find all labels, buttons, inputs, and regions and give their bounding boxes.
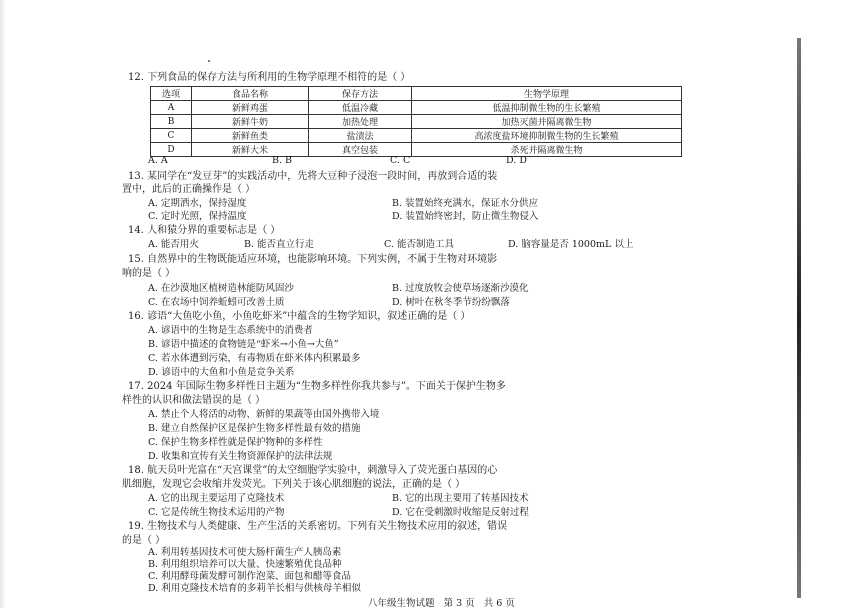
table-cell: 盐渍法 xyxy=(309,129,412,143)
q17-option-a[interactable]: A. 禁止个人将活的动物、新鲜的果蔬等由国外携带入境 xyxy=(148,409,380,420)
q12-option-d[interactable]: D. D xyxy=(506,155,527,166)
table-cell: 新鲜鸡蛋 xyxy=(192,101,309,115)
q15-option-b[interactable]: B. 过度放牧会使草场逐渐沙漠化 xyxy=(392,283,529,294)
q19-option-b[interactable]: B. 利用组织培养可以大量、快速繁殖优良品种 xyxy=(148,559,342,570)
q12-option-a[interactable]: A. A xyxy=(148,155,168,166)
q15-option-c[interactable]: C. 在农场中饲养蚯蚓可改善土质 xyxy=(148,297,285,308)
q19-stem-line2: 的是（ ） xyxy=(122,535,166,546)
table-cell: 高浓度盐环境抑制微生物的生长繁殖 xyxy=(412,129,682,143)
q18-stem-line2: 肌细胞，发现它会收缩并发荧光。下列关于该心肌细胞的说法，正确的是（ ） xyxy=(122,479,466,490)
page-footer xyxy=(368,595,515,609)
q16-option-d[interactable]: D. 谚语中的大鱼和小鱼是竞争关系 xyxy=(148,367,295,378)
q12-table xyxy=(150,86,682,157)
table-header-cell: 生物学原理 xyxy=(412,87,682,101)
q15-option-a[interactable]: A. 在沙漠地区植树造林能防风固沙 xyxy=(148,283,294,294)
q13-stem-line1: 13. 某同学在“发豆芽”的实践活动中，先将大豆种子浸泡一段时间，再放到合适的装 xyxy=(128,171,498,182)
table-cell: 低温冷藏 xyxy=(309,101,412,115)
table-cell: 加热处理 xyxy=(309,115,412,129)
q16-stem: 16. 谚语“大鱼吃小鱼，小鱼吃虾米”中蕴含的生物学知识，叙述正确的是（ ） xyxy=(128,311,471,322)
table-row xyxy=(151,143,682,157)
q14-option-c[interactable]: C. 能否制造工具 xyxy=(384,239,454,250)
q15-stem-line1: 15. 自然界中的生物既能适应环境，也能影响环境。下列实例，不属于生物对环境影 xyxy=(128,254,498,265)
table-cell: 新鲜鱼类 xyxy=(192,129,309,143)
table-cell: 真空包装 xyxy=(309,143,412,157)
q19-option-c[interactable]: C. 利用酵母菌发酵可制作泡菜、面包和醋等食品 xyxy=(148,571,351,582)
q14-option-a[interactable]: A. 能否用火 xyxy=(148,239,199,250)
footer-exam-name: 八年级生物试题 xyxy=(368,598,435,609)
footer-page-number: 第 3 页 xyxy=(443,598,475,609)
q13-option-b[interactable]: B. 装置始终充满水，保证水分供应 xyxy=(392,198,539,209)
footer-page-total: 共 6 页 xyxy=(483,598,515,609)
q13-option-c[interactable]: C. 定时光照，保持温度 xyxy=(148,211,247,222)
scan-speck xyxy=(208,60,210,62)
table-cell: 加热灭菌并隔离微生物 xyxy=(412,115,682,129)
q19-option-a[interactable]: A. 利用转基因技术可使大肠杆菌生产人胰岛素 xyxy=(148,547,342,558)
table-cell: C xyxy=(151,129,192,143)
q19-stem-line1: 19. 生物技术与人类健康、生产生活的关系密切。下列有关生物技术应用的叙述，错误 xyxy=(128,521,508,532)
table-cell: 新鲜牛奶 xyxy=(192,115,309,129)
table-header-row xyxy=(151,87,682,101)
table-cell: 新鲜大米 xyxy=(192,143,309,157)
q17-option-c[interactable]: C. 保护生物多样性就是保护物种的多样性 xyxy=(148,437,323,448)
q12-option-c[interactable]: C. C xyxy=(390,155,411,166)
q18-option-c[interactable]: C. 它是传统生物技术运用的产物 xyxy=(148,507,285,518)
table-cell: 低温抑制微生物的生长繁殖 xyxy=(412,101,682,115)
table-header-cell: 食品名称 xyxy=(192,87,309,101)
table-cell: A xyxy=(151,101,192,115)
q14-stem: 14. 人和猿分界的重要标志是（ ） xyxy=(128,225,281,236)
q13-stem-line2: 置中，此后的正确操作是（ ） xyxy=(122,184,256,195)
q16-option-a[interactable]: A. 谚语中的生物是生态系统中的消费者 xyxy=(148,325,313,336)
q19-option-d[interactable]: D. 利用克隆技术培育的多莉羊长相与供核母羊相似 xyxy=(148,583,361,594)
q17-option-b[interactable]: B. 建立自然保护区是保护生物多样性最有效的措施 xyxy=(148,423,361,434)
q18-option-d[interactable]: D. 它在受刺激时收缩是反射过程 xyxy=(392,507,529,518)
q15-option-d[interactable]: D. 树叶在秋冬季节纷纷飘落 xyxy=(392,297,510,308)
q17-option-d[interactable]: D. 收集和宣传有关生物资源保护的法律法规 xyxy=(148,451,333,462)
q14-option-d[interactable]: D. 脑容量是否 1000mL 以上 xyxy=(508,239,634,250)
scan-left-edge xyxy=(0,0,6,608)
q16-option-c[interactable]: C. 若水体遭到污染，有毒物质在虾米体内积累最多 xyxy=(148,353,361,364)
q14-option-b[interactable]: B. 能否直立行走 xyxy=(244,239,315,250)
scan-right-edge xyxy=(797,38,801,598)
table-row xyxy=(151,129,682,143)
q16-option-b[interactable]: B. 谚语中描述的食物链是“虾米→小鱼→大鱼” xyxy=(148,339,339,350)
table-cell: B xyxy=(151,115,192,129)
table-row xyxy=(151,101,682,115)
q17-stem-line2: 样性的认识和做法错误的是（ ） xyxy=(122,395,266,406)
q18-option-b[interactable]: B. 它的出现主要用了转基因技术 xyxy=(392,493,529,504)
q18-option-a[interactable]: A. 它的出现主要运用了克隆技术 xyxy=(148,493,285,504)
q12-option-b[interactable]: B. B xyxy=(272,155,293,166)
q17-stem-line1: 17. 2024 年国际生物多样性日主题为“生物多样性你我共参与”。下面关于保护生物多 xyxy=(128,381,506,392)
table-cell: D xyxy=(151,143,192,157)
table-cell: 杀死并隔离微生物 xyxy=(412,143,682,157)
table-header-cell: 选项 xyxy=(151,87,192,101)
q15-stem-line2: 响的是（ ） xyxy=(122,268,176,279)
q13-option-d[interactable]: D. 装置始终密封，防止微生物侵入 xyxy=(392,211,539,222)
q12-stem: 12. 下列食品的保存方法与所利用的生物学原理不相符的是（ ） xyxy=(128,72,411,83)
q13-option-a[interactable]: A. 定期洒水，保持湿度 xyxy=(148,198,247,209)
table-row xyxy=(151,115,682,129)
q18-stem-line1: 18. 航天员叶光富在“天宫课堂”的太空细胞学实验中，刺激导入了荧光蛋白基因的心 xyxy=(128,465,498,476)
table-header-cell: 保存方法 xyxy=(309,87,412,101)
